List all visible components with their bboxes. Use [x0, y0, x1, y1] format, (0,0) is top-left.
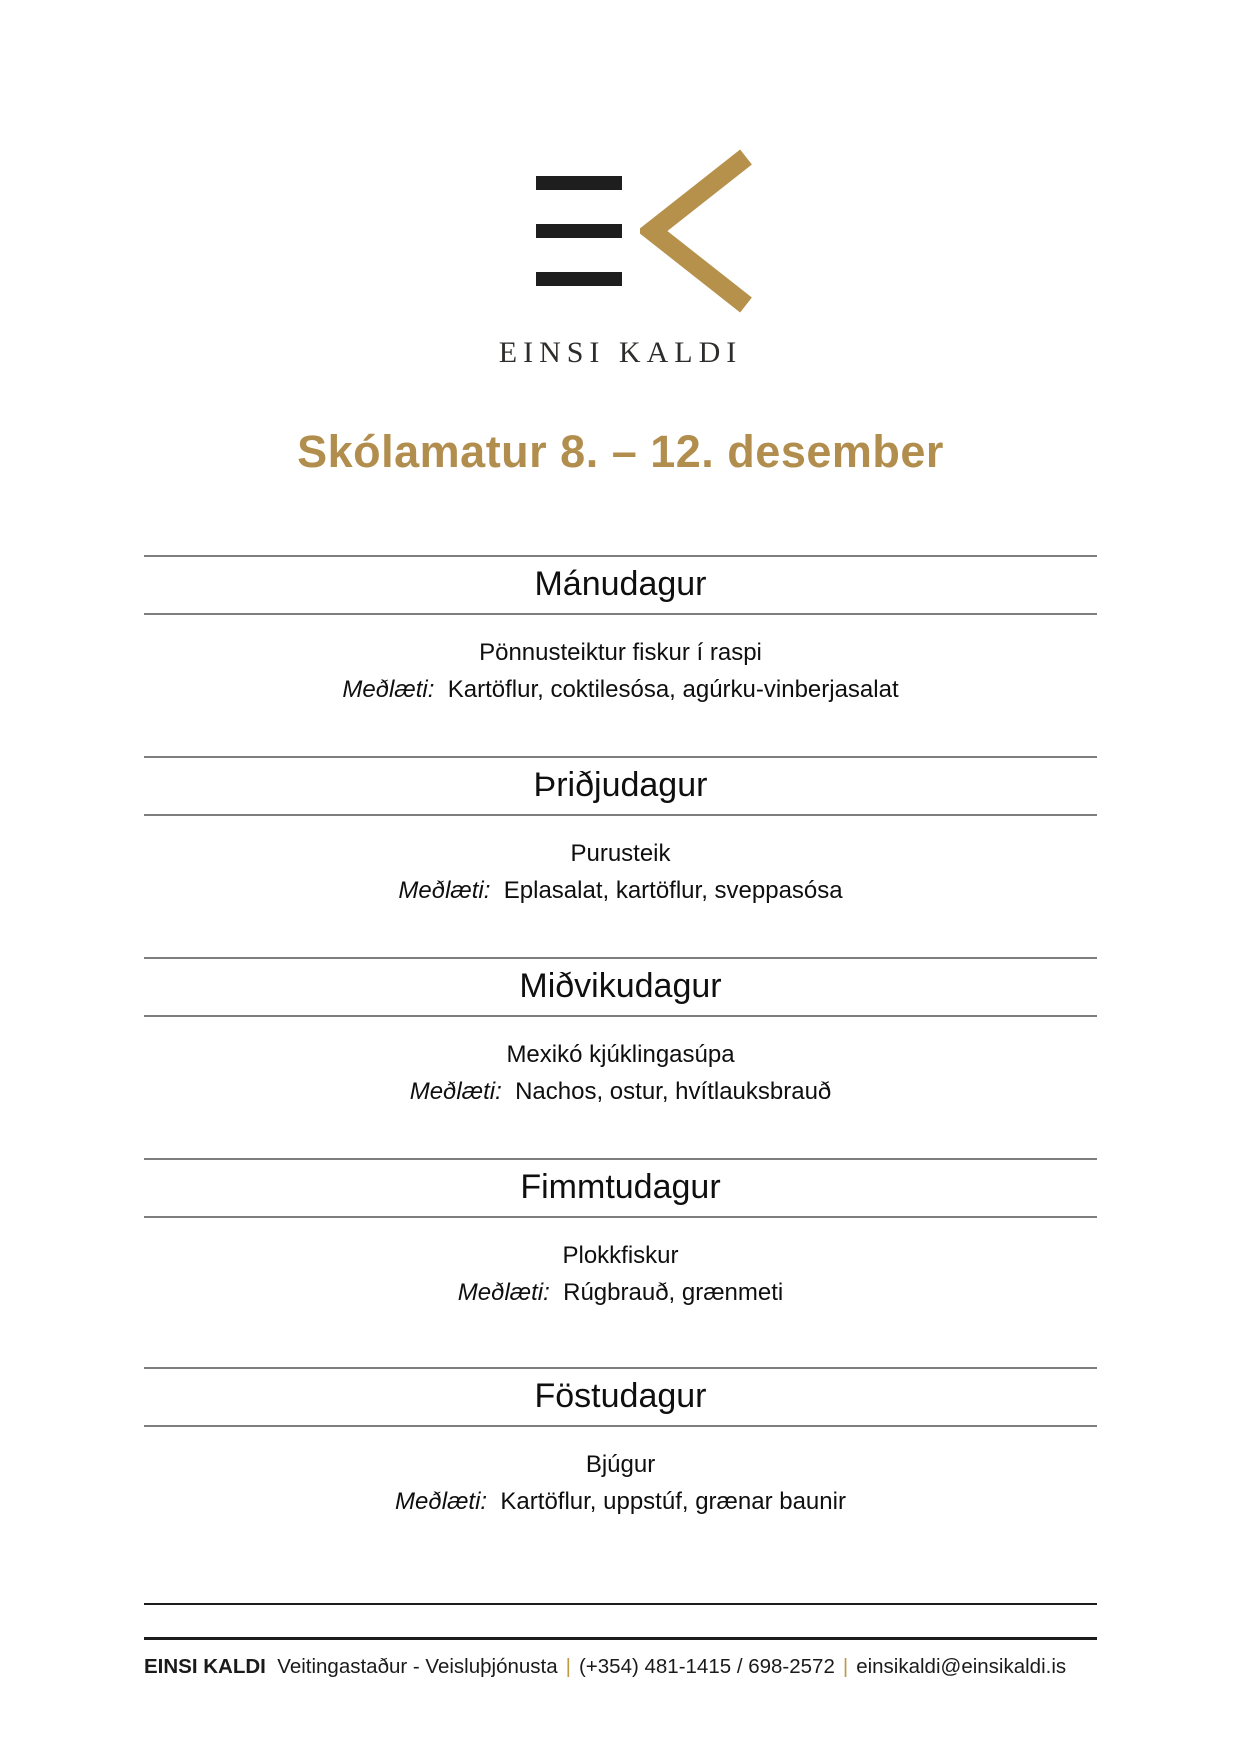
footer-brand: EINSI KALDI [144, 1655, 266, 1678]
day-menu-text [144, 835, 1097, 909]
sides-value: Eplasalat, kartöflur, sveppasósa [503, 877, 843, 904]
sides-value: Kartöflur, uppstúf, grænar baunir [500, 1488, 846, 1515]
footer-separator: | [842, 1655, 849, 1678]
day-name: Föstudagur [144, 1367, 1097, 1427]
footer-rule-top [144, 1603, 1097, 1605]
day-section-tuesday [144, 756, 1097, 909]
dish-name: Purusteik [570, 840, 671, 867]
day-name: Þriðjudagur [144, 756, 1097, 816]
sides-label: Meðlæti: [398, 877, 491, 904]
footer-email: einsikaldi@einsikaldi.is [856, 1655, 1067, 1678]
menu-sections [144, 555, 1097, 1520]
sides-label: Meðlæti: [342, 676, 435, 703]
sides-label: Meðlæti: [409, 1078, 502, 1105]
sides-value: Kartöflur, coktilesósa, agúrku-vinberjasalat [447, 676, 899, 703]
day-section-wednesday [144, 957, 1097, 1110]
logo-e-icon [536, 176, 622, 286]
sides-line [144, 872, 1097, 909]
sides-value: Nachos, ostur, hvítlauksbrauð [515, 1078, 832, 1105]
day-section-monday [144, 555, 1097, 708]
footer-separator: | [565, 1655, 571, 1678]
sides-line [144, 671, 1097, 708]
footer-phone: (+354) 481-1415 / 698-2572 [578, 1655, 835, 1678]
page-footer [144, 1603, 1097, 1679]
footer-descriptor: Veitingastaður - Veisluþjónusta [277, 1655, 558, 1678]
dish-name: Pönnusteiktur fiskur í raspi [479, 639, 762, 666]
sides-label: Meðlæti: [457, 1279, 550, 1306]
dish-name: Bjúgur [585, 1451, 656, 1478]
sides-line [144, 1073, 1097, 1110]
day-menu-text [144, 1237, 1097, 1311]
day-name: Fimmtudagur [144, 1158, 1097, 1218]
dish-name: Mexikó kjúklingasúpa [506, 1041, 735, 1068]
page-title: Skólamatur 8. – 12. desember [297, 426, 944, 477]
day-section-thursday [144, 1158, 1097, 1311]
sides-label: Meðlæti: [395, 1488, 488, 1515]
logo-k-chevron-icon [640, 148, 755, 314]
footer-rule-bottom [144, 1637, 1097, 1640]
sides-value: Rúgbrauð, grænmeti [563, 1279, 784, 1306]
day-menu-text [144, 634, 1097, 708]
logo-mark [536, 148, 755, 314]
logo-wordmark: EINSI KALDI [498, 336, 743, 369]
sides-line [144, 1274, 1097, 1311]
day-menu-text [144, 1446, 1097, 1520]
dish-name: Plokkfiskur [562, 1242, 679, 1269]
logo [144, 148, 1097, 370]
day-name: Miðvikudagur [144, 957, 1097, 1017]
sides-line [144, 1483, 1097, 1520]
day-name: Mánudagur [144, 555, 1097, 615]
day-menu-text [144, 1036, 1097, 1110]
footer-contact-line [144, 1655, 1097, 1679]
day-section-friday [144, 1367, 1097, 1520]
